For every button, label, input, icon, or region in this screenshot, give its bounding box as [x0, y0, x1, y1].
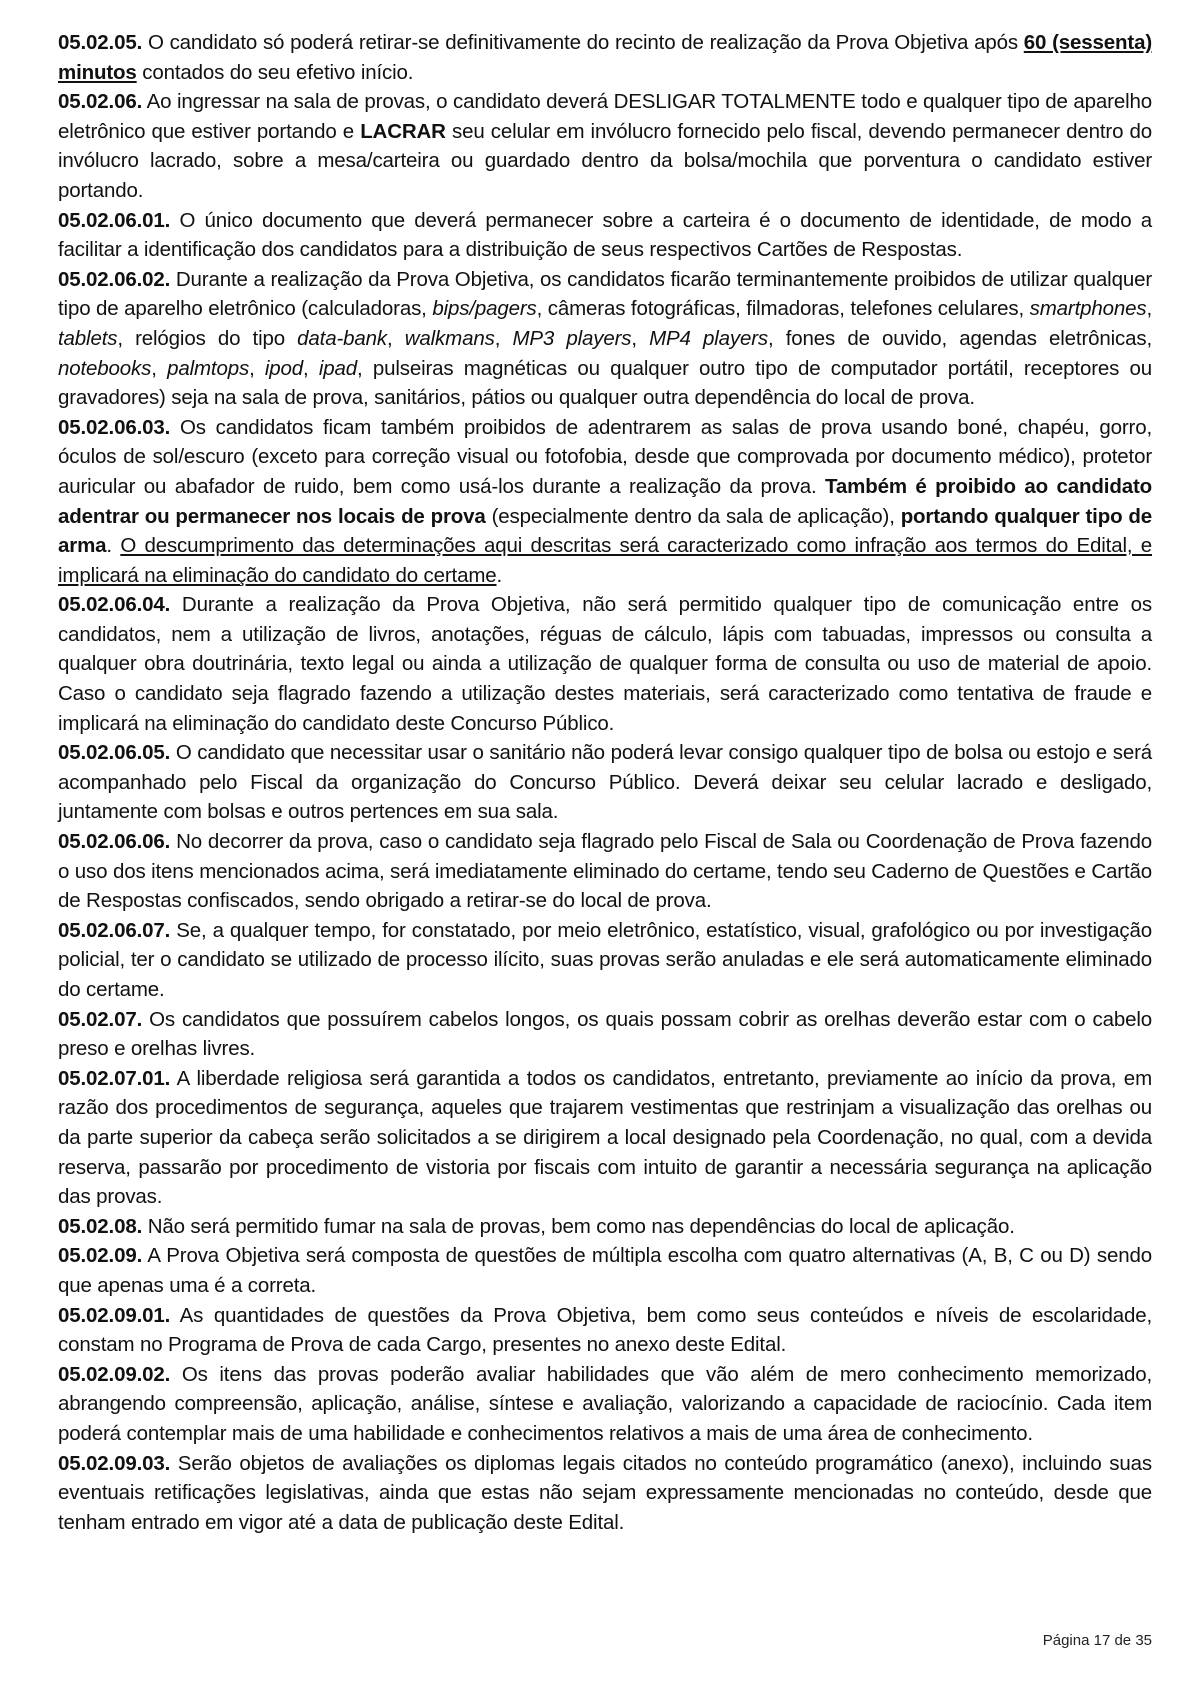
clause-number: 05.02.09.02. [58, 1362, 171, 1386]
clause-number: 05.02.06.03. [58, 415, 171, 439]
clause-paragraph [58, 87, 1152, 205]
clause-text: No decorrer da prova, caso o candidato seja flagrado pelo Fiscal de Sala ou Coordenação de Prova fazendo o uso dos itens mencionados acima, será imediatamente eliminado do certame, tendo seu Caderno de Questões e Cartão de Respostas confiscados, sendo obrigado a retirar-se do local de prova. [58, 830, 1152, 913]
clause-text: , [631, 326, 650, 350]
clause-text: A liberdade religiosa será garantida a todos os candidatos, entretanto, previamente ao início da prova, em razão dos procedimentos de segurança, aqueles que trajarem vestimentas que restrinjam a visualização das orelhas ou da parte superior da cabeça serão solicitados a se dirigirem a local designado pela Coordenação, no qual, com a devida reserva, passarão por procedimento de vistoria por fiscais com intuito de garantir a necessária segurança na aplicação das provas. [58, 1066, 1152, 1209]
clause-number: 05.02.06.01. [58, 208, 171, 232]
clause-text: , [303, 356, 319, 380]
clause-paragraph [58, 1212, 1152, 1242]
clause-text: contados do seu efetivo início. [136, 60, 414, 84]
clause-text: O candidato que necessitar usar o sanitário não poderá levar consigo qualquer tipo de bolsa ou estojo e será acompanhado pelo Fiscal da organização do Concurso Público. Deverá deixar seu celular lacrado e desligado, juntamente com bolsas e outros pertences em sua sala. [58, 741, 1152, 824]
clause-text: , [1146, 297, 1153, 321]
clause-text: Se, a qualquer tempo, for constatado, por meio eletrônico, estatístico, visual, grafológico ou por investigação policial, ter o candidato se utilizado de processo ilícito, suas provas serão anuladas e ele será automaticamente eliminado do certame. [58, 918, 1152, 1001]
clause-paragraph [58, 1301, 1152, 1360]
clause-text: . [106, 534, 121, 558]
clause-text: , [249, 356, 265, 380]
clause-text: (especialmente dentro da sala de aplicação), [485, 504, 901, 528]
clause-text: , relógios do tipo [117, 326, 298, 350]
clause-number: 05.02.06.07. [58, 918, 171, 942]
clause-text: , fones de ouvido, agendas eletrônicas, [768, 326, 1153, 350]
clause-text: bips/pagers [432, 297, 537, 321]
clause-text: , [151, 356, 168, 380]
clause-text: Ao ingressar na sala de provas, o candidato deverá DESLIGAR TOTALMENTE todo e qualquer tipo de aparelho eletrônico que estiver portando e [58, 90, 1152, 143]
clause-paragraph [58, 265, 1152, 413]
clause-text: portando qualquer tipo de arma [58, 504, 1152, 558]
clause-text: Os candidatos ficam também proibidos de adentrarem as salas de prova usando boné, chapéu, gorro, óculos de sol/escuro (exceto para correção visual ou fotofobia, desde que comprovada por documento médico), protetor auricular ou abafador de ruido, bem como usá-los durante a realização da prova. [58, 415, 1152, 498]
clause-text: data-bank [297, 326, 388, 350]
clause-paragraph [58, 1449, 1152, 1538]
clause-text: tablets [58, 326, 118, 350]
clause-text: Também é proibido ao candidato adentrar ou permanecer nos locais de prova [58, 474, 1153, 528]
clause-text: MP3 players [512, 326, 632, 350]
clause-paragraph [58, 738, 1152, 827]
clause-text: ipod [264, 356, 304, 380]
clause-number: 05.02.07. [58, 1007, 143, 1031]
clause-text: walkmans [404, 326, 495, 350]
clause-number: 05.02.09.03. [58, 1451, 171, 1475]
document-body [58, 28, 1152, 1537]
clause-text: smartphones [1029, 297, 1147, 321]
clause-text: Durante a realização da Prova Objetiva, não será permitido qualquer tipo de comunicação entre os candidatos, nem a utilização de livros, anotações, réguas de cálculo, lápis com tabuadas, impressos ou consulta a qualquer obra doutrinária, texto legal ou ainda a utilização de qualquer forma de consulta ou uso de material de apoio. Caso o candidato seja flagrado fazendo a utilização destes materiais, será caracterizado como tentativa de fraude e implicará na eliminação do candidato deste Concurso Público. [58, 593, 1152, 735]
clause-text: A Prova Objetiva será composta de questões de múltipla escolha com quatro alternativas (A, B, C ou D) sendo que apenas uma é a correta. [58, 1244, 1152, 1297]
clause-number: 05.02.05. [58, 31, 143, 54]
clause-number: 05.02.06.06. [58, 830, 171, 854]
clause-text: Os candidatos que possuírem cabelos longos, os quais possam cobrir as orelhas deverão estar com o cabelo preso e orelhas livres. [58, 1007, 1152, 1061]
clause-paragraph [58, 827, 1152, 916]
clause-number: 05.02.06. [58, 90, 143, 114]
clause-number: 05.02.06.04. [58, 593, 171, 617]
clause-text: As quantidades de questões da Prova Objetiva, bem como seus conteúdos e níveis de escolaridade, constam no Programa de Prova de cada Cargo, presentes no anexo deste Edital. [58, 1303, 1152, 1357]
page-footer: Página 17 de 35 [1042, 1632, 1152, 1649]
clause-paragraph [58, 206, 1152, 265]
clause-number: 05.02.06.02. [58, 267, 171, 291]
clause-text: 60 (sessenta) minutos [58, 31, 1152, 84]
clause-text: LACRAR [360, 119, 446, 143]
clause-number: 05.02.09.01. [58, 1303, 171, 1327]
clause-number: 05.02.09. [58, 1244, 143, 1268]
clause-number: 05.02.06.05. [58, 741, 171, 765]
clause-text: Os itens das provas poderão avaliar habilidades que vão além de mero conhecimento memorizado, abrangendo compreensão, aplicação, análise, síntese e avaliação, valorizando a capacidade de raciocínio. Cada item poderá contemplar mais de uma habilidade e conhecimentos relativos a mais de uma área de conhecimento. [58, 1362, 1152, 1445]
clause-text: notebooks [58, 356, 152, 380]
clause-paragraph [58, 1360, 1152, 1449]
clause-text: MP4 players [649, 326, 769, 350]
clause-paragraph [58, 590, 1152, 738]
clause-text: Serão objetos de avaliações os diplomas legais citados no conteúdo programático (anexo), incluindo suas eventuais retificações legislativas, ainda que estas não sejam expressamente mencionadas no conteúdo, desde que tenham entrado em vigor até a data de publicação deste Edital. [58, 1451, 1152, 1534]
clause-text: Não será permitido fumar na sala de provas, bem como nas dependências do local de aplicação. [142, 1214, 1015, 1238]
clause-text: . [496, 563, 503, 587]
clause-paragraph [58, 916, 1152, 1005]
clause-paragraph [58, 1064, 1152, 1212]
clause-number: 05.02.08. [58, 1214, 143, 1238]
clause-text: seu celular em invólucro fornecido pelo fiscal, devendo permanecer dentro do invólucro lacrado, sobre a mesa/carteira ou guardado dentro da bolsa/mochila que porventura o candidato estiver portando. [58, 119, 1152, 202]
clause-text: , câmeras fotográficas, filmadoras, telefones celulares, [536, 297, 1030, 321]
clause-paragraph [58, 1005, 1152, 1064]
clause-text: , pulseiras magnéticas ou qualquer outro tipo de computador portátil, receptores ou gravadores) seja na sala de prova, sanitários, pátios ou qualquer outra dependência do local de prova. [58, 356, 1153, 410]
clause-text: O único documento que deverá permanecer sobre a carteira é o documento de identidade, de modo a facilitar a identificação dos candidatos para a distribuição de seus respectivos Cartões de Respostas. [58, 208, 1152, 262]
clause-text: O descumprimento das determinações aqui descritas será caracterizado como infração aos termos do Edital, e implicará na eliminação do candidato do certame [58, 534, 1152, 587]
clause-text: Durante a realização da Prova Objetiva, os candidatos ficarão terminantemente proibidos de utilizar qualquer tipo de aparelho eletrônico (calculadoras, [58, 267, 1152, 321]
clause-number: 05.02.07.01. [58, 1066, 171, 1090]
clause-text: O candidato só poderá retirar-se definitivamente do recinto de realização da Prova Objetiva após [142, 31, 1024, 54]
clause-text: ipad [318, 356, 358, 380]
clause-text: , [494, 326, 513, 350]
clause-paragraph [58, 28, 1152, 87]
clause-paragraph [58, 1241, 1152, 1300]
clause-text: palmtops [167, 356, 250, 380]
clause-paragraph [58, 413, 1152, 591]
clause-text: , [387, 326, 405, 350]
